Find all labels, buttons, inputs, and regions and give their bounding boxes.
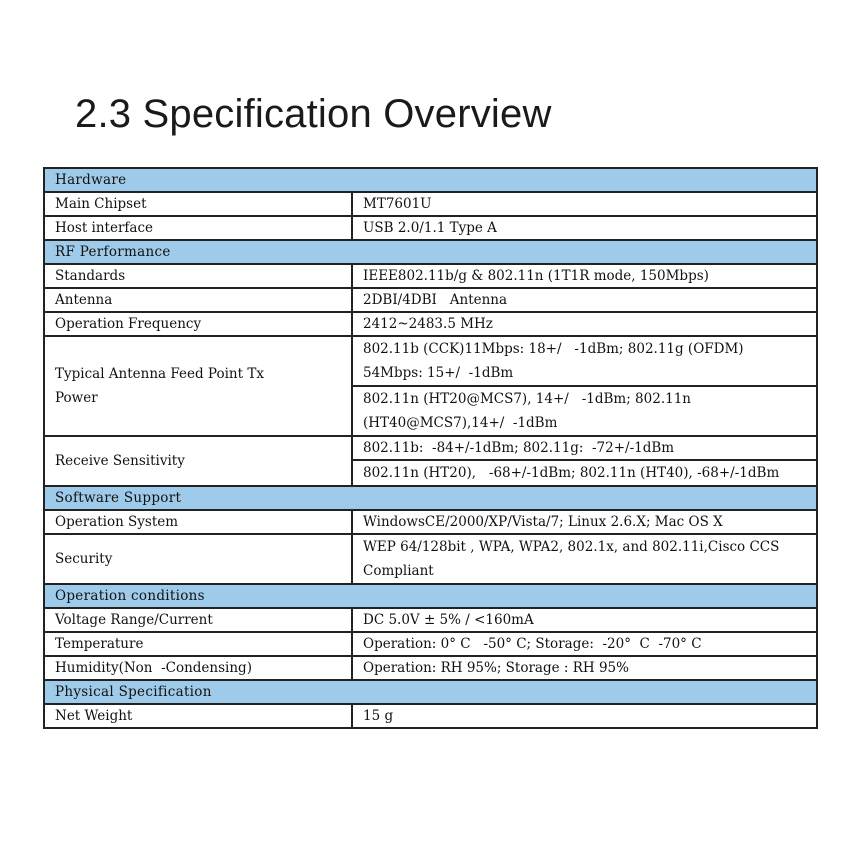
section-heading: Physical Specification — [44, 680, 817, 704]
section-heading: Software Support — [44, 486, 817, 510]
section-heading: Hardware — [44, 168, 817, 192]
section-header-operation — [44, 584, 817, 608]
table-row — [44, 288, 817, 312]
spec-value: 802.11n (HT20), -68+/-1dBm; 802.11n (HT40), -68+/-1dBm — [352, 460, 817, 486]
table-row — [44, 192, 817, 216]
section-header-physical — [44, 680, 817, 704]
section-heading: RF Performance — [44, 240, 817, 264]
spec-label: Humidity(Non -Condensing) — [44, 656, 352, 680]
page-title: 2.3 Specification Overview — [75, 92, 552, 136]
spec-label: Antenna — [44, 288, 352, 312]
table-row — [44, 510, 817, 534]
table-row — [44, 312, 817, 336]
spec-label: Operation Frequency — [44, 312, 352, 336]
table-row — [44, 534, 817, 584]
spec-value: 802.11b: -84+/-1dBm; 802.11g: -72+/-1dBm — [352, 436, 817, 460]
spec-value: IEEE802.11b/g & 802.11n (1T1R mode, 150Mbps) — [352, 264, 817, 288]
spec-value: 2412~2483.5 MHz — [352, 312, 817, 336]
spec-value: Operation: RH 95%; Storage : RH 95% — [352, 656, 817, 680]
spec-label: Net Weight — [44, 704, 352, 728]
spec-label: Host interface — [44, 216, 352, 240]
table-row — [44, 264, 817, 288]
table-row — [44, 656, 817, 680]
table-row — [44, 608, 817, 632]
section-header-software — [44, 486, 817, 510]
spec-value: 15 g — [352, 704, 817, 728]
table-row — [44, 216, 817, 240]
spec-value: WindowsCE/2000/XP/Vista/7; Linux 2.6.X; Mac OS X — [352, 510, 817, 534]
spec-value: 2DBI/4DBI Antenna — [352, 288, 817, 312]
spec-value: MT7601U — [352, 192, 817, 216]
spec-value: Operation: 0° C -50° C; Storage: -20° C -70° C — [352, 632, 817, 656]
table-row — [44, 336, 817, 386]
spec-value: 802.11n (HT20@MCS7), 14+/ -1dBm; 802.11n (HT40@MCS7),14+/ -1dBm — [352, 386, 817, 436]
spec-label: Main Chipset — [44, 192, 352, 216]
spec-label-tx-power: Typical Antenna Feed Point Tx Power — [44, 336, 352, 436]
section-header-hardware — [44, 168, 817, 192]
spec-label: Temperature — [44, 632, 352, 656]
spec-table — [43, 167, 818, 729]
spec-label: Voltage Range/Current — [44, 608, 352, 632]
spec-value: 802.11b (CCK)11Mbps: 18+/ -1dBm; 802.11g (OFDM) 54Mbps: 15+/ -1dBm — [352, 336, 817, 386]
spec-value: DC 5.0V ± 5% / <160mA — [352, 608, 817, 632]
spec-label-rx-sensitivity: Receive Sensitivity — [44, 436, 352, 486]
spec-value: USB 2.0/1.1 Type A — [352, 216, 817, 240]
table-row — [44, 436, 817, 460]
section-heading: Operation conditions — [44, 584, 817, 608]
table-row — [44, 704, 817, 728]
spec-label: Standards — [44, 264, 352, 288]
spec-label: Security — [44, 534, 352, 584]
spec-label: Operation System — [44, 510, 352, 534]
spec-value: WEP 64/128bit , WPA, WPA2, 802.1x, and 802.11i,Cisco CCS Compliant — [352, 534, 817, 584]
section-header-rf — [44, 240, 817, 264]
table-row — [44, 632, 817, 656]
